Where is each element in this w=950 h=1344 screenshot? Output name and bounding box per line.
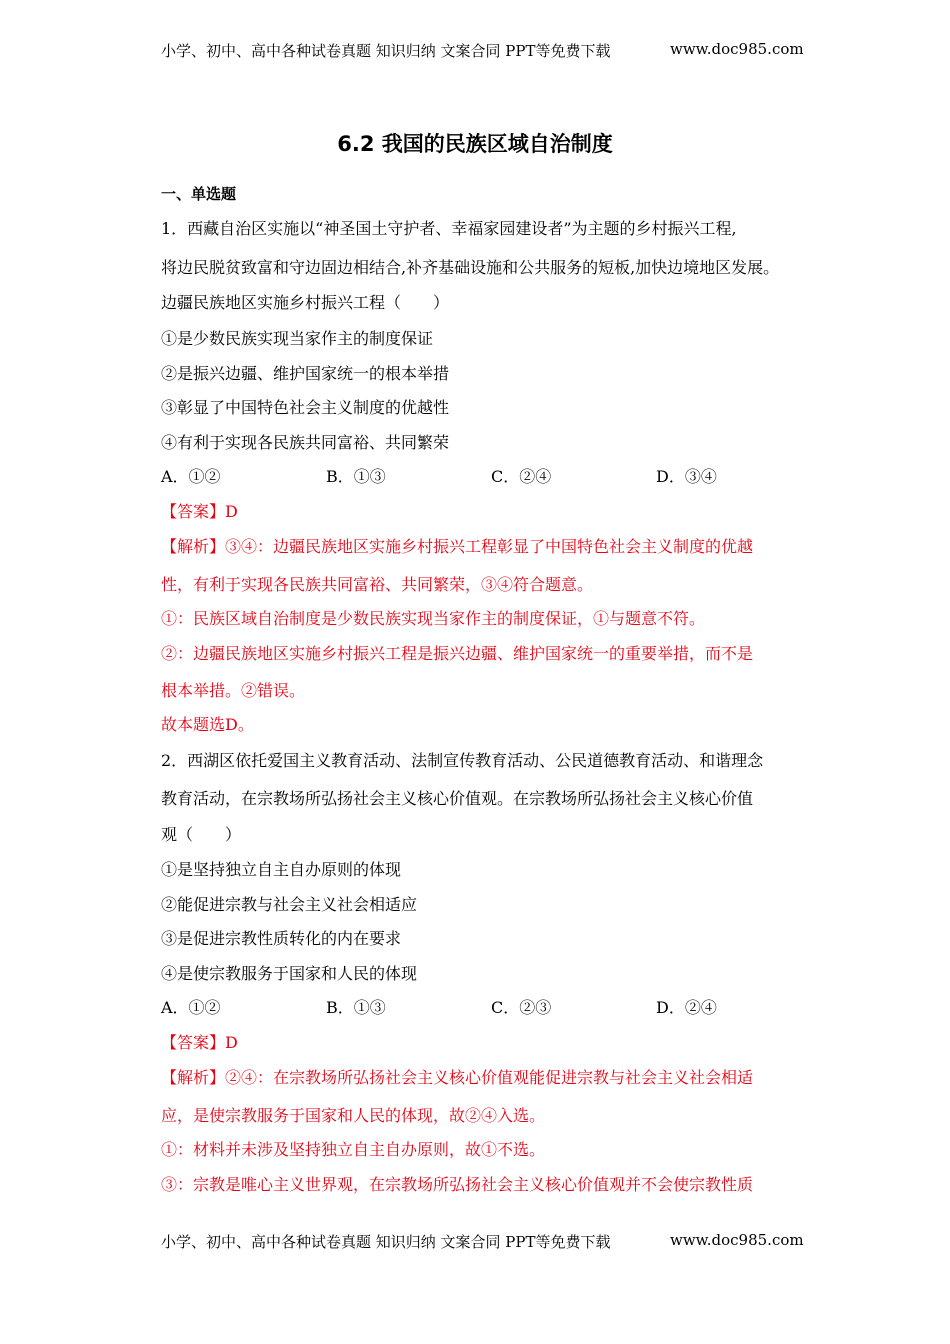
header-url[interactable]: www.doc985.com [670,40,804,58]
option-c: C．②③ [491,998,552,1017]
q2-statement: ④是使宗教服务于国家和人民的体现 [161,964,418,983]
page-header [0,40,950,64]
option-b: B．①③ [326,467,386,486]
page-title: 6.2 我国的民族区域自治制度 [337,132,613,156]
q1-statement: ④有利于实现各民族共同富裕、共同繁荣 [161,433,450,452]
q2-statement: ②能促进宗教与社会主义社会相适应 [161,895,418,914]
q1-analysis-line: ①：民族区域自治制度是少数民族实现当家作主的制度保证，①与题意不符。 [161,609,706,628]
q1-analysis-line: 性，有利于实现各民族共同富裕、共同繁荣，③④符合题意。 [161,575,594,594]
option-c: C．②④ [491,467,552,486]
option-d: D．③④ [656,467,717,486]
q2-analysis-line: ③：宗教是唯心主义世界观，在宗教场所弘扬社会主义核心价值观并不会使宗教性质 [161,1175,754,1194]
q2-statement: ①是坚持独立自主自办原则的体现 [161,860,402,879]
q1-options [161,464,761,488]
q1-stem-line: 边疆民族地区实施乡村振兴工程（ ） [161,293,450,312]
option-a: A．①② [161,998,221,1017]
q2-analysis-line: 【解析】②④：在宗教场所弘扬社会主义核心价值观能促进宗教与社会主义社会相适 [161,1068,754,1087]
q2-options [161,995,761,1019]
option-d: D．②④ [656,998,717,1017]
q1-analysis-line: 根本举措。②错误。 [161,681,306,700]
option-a: A．①② [161,467,221,486]
footer-url[interactable]: www.doc985.com [670,1231,804,1249]
q1-answer: 【答案】D [161,502,238,521]
option-b: B．①③ [326,998,386,1017]
q1-analysis-line: 【解析】③④：边疆民族地区实施乡村振兴工程彰显了中国特色社会主义制度的优越 [161,537,754,556]
q1-stem-line: 1．西藏自治区实施以“神圣国土守护者、幸福家园建设者”为主题的乡村振兴工程, [161,219,737,238]
q1-statement: ①是少数民族实现当家作主的制度保证 [161,329,434,348]
q1-conclusion: 故本题选D。 [161,715,254,734]
q2-answer: 【答案】D [161,1033,238,1052]
q2-analysis-line: 应，是使宗教服务于国家和人民的体现，故②④入选。 [161,1106,546,1125]
q1-stem-line: 将边民脱贫致富和守边固边相结合,补齐基础设施和公共服务的短板,加快边境地区发展。 [161,258,780,277]
q1-analysis-line: ②：边疆民族地区实施乡村振兴工程是振兴边疆、维护国家统一的重要举措，而不是 [161,644,754,663]
q2-analysis-line: ①：材料并未涉及坚持独立自主自办原则，故①不选。 [161,1140,546,1159]
q2-stem-line: 2．西湖区依托爱国主义教育活动、法制宣传教育活动、公民道德教育活动、和谐理念 [161,751,764,770]
q2-stem-line: 观（ ） [161,825,242,844]
q1-statement: ③彰显了中国特色社会主义制度的优越性 [161,398,450,417]
section-heading: 一、单选题 [161,185,237,203]
footer-text: 小学、初中、高中各种试卷真题 知识归纳 文案合同 PPT等免费下载 [161,1233,611,1251]
page-footer [0,1231,950,1255]
header-text: 小学、初中、高中各种试卷真题 知识归纳 文案合同 PPT等免费下载 [161,42,611,60]
q2-stem-line: 教育活动，在宗教场所弘扬社会主义核心价值观。在宗教场所弘扬社会主义核心价值 [161,789,754,808]
q2-statement: ③是促进宗教性质转化的内在要求 [161,929,402,948]
q1-statement: ②是振兴边疆、维护国家统一的根本举措 [161,364,450,383]
